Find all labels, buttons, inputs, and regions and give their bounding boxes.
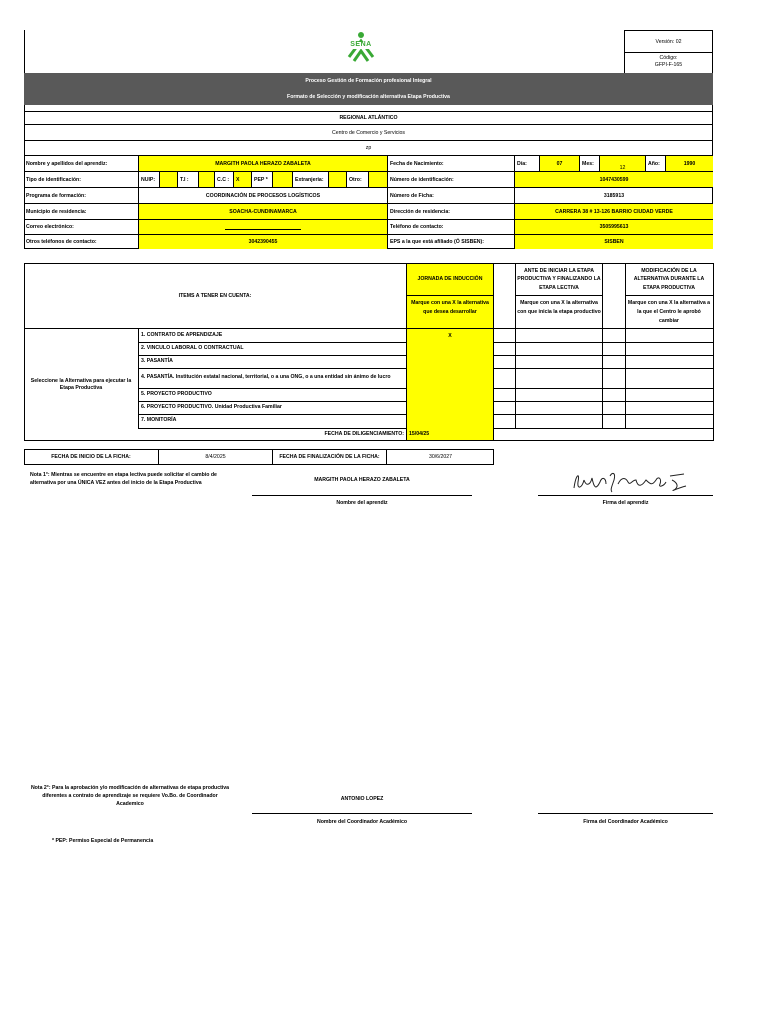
other-phones-field[interactable]: 3042390455	[138, 235, 387, 249]
year-label: Año:	[645, 156, 665, 171]
col1-title: JORNADA DE INDUCCIÓN	[417, 276, 483, 282]
modification-mark-cell[interactable]	[625, 401, 713, 414]
apprentice-name: MARGITH PAOLA HERAZO ZABALETA	[314, 477, 410, 483]
logo-text: SENA	[350, 41, 372, 48]
code-value: GFPI-F-165	[654, 61, 683, 68]
col2-subtitle: Marque con una X la alternativa con que inicia la etapa productivo	[517, 300, 601, 315]
card-label: Número de Ficha:	[387, 188, 514, 203]
program-label: Programa de formación:	[26, 192, 86, 199]
email-underline	[225, 229, 301, 230]
alternative-item: 2. VINCULO LABORAL O CONTRACTUAL	[141, 344, 244, 351]
items-header: ITEMS A TENER EN CUENTA:	[178, 293, 252, 299]
modification-mark-cell[interactable]	[625, 329, 713, 342]
program-field[interactable]: COORDINACIÓN DE PROCESOS LOGÍSTICOS	[138, 188, 387, 203]
name-field[interactable]: MARGITH PAOLA HERAZO ZABALETA	[138, 156, 387, 171]
address-field[interactable]: CARRERA 38 # 13-126 BARRIO CIUDAD VERDE	[514, 204, 713, 219]
modification-mark-cell[interactable]	[625, 355, 713, 368]
filled-date-field[interactable]: 15/04/25	[406, 428, 494, 440]
induction-mark-cell[interactable]	[406, 414, 494, 428]
phone-field[interactable]: 3505995613	[514, 220, 713, 234]
alternative-item: 5. PROYECTO PRODUCTIVO	[141, 390, 212, 397]
other-label: Otro:	[346, 172, 368, 187]
version-text: Versión: 02	[655, 39, 682, 45]
eps-label: EPS a la que está afiliado (Ó SISBEN):	[387, 235, 514, 249]
month-field[interactable]: 12	[599, 156, 645, 171]
induction-mark-cell[interactable]	[406, 342, 494, 355]
regional-text: REGIONAL ATLÁNTICO	[339, 115, 398, 121]
id-type-label: Tipo de identificación:	[26, 176, 81, 183]
apprentice-name-label: Nombre del aprendiz	[336, 500, 388, 506]
other-phones-label: Otros teléfonos de contacto:	[26, 239, 97, 245]
year-field[interactable]: 1990	[665, 156, 713, 171]
start-mark-cell[interactable]	[515, 401, 603, 414]
alternative-item: 7. MONITORÍA	[141, 417, 177, 424]
code-box	[624, 53, 713, 73]
title-band	[24, 73, 713, 105]
end-date-label: FECHA DE FINALIZACIÓN DE LA FICHA:	[272, 450, 386, 464]
foreign-label: Extranjeria:	[292, 172, 328, 187]
col2-title: ANTE DE INICIAR LA ETAPA PRODUCTIVA Y FINALIZANDO LA ETAPA LECTIVA	[517, 268, 601, 291]
day-label: Día:	[514, 156, 539, 171]
modification-mark-cell[interactable]	[625, 414, 713, 428]
alternative-item: 1. CONTRATO DE APRENDIZAJE	[141, 331, 223, 338]
pep-label: PEP *	[251, 172, 272, 187]
select-alternative-label: Seleccione la Alternativa para ejecutar la Etapa Productiva	[30, 378, 132, 391]
start-mark-cell[interactable]	[515, 368, 603, 388]
nuip-label: NUIP:	[138, 172, 159, 187]
municipality-label: Municipio de residencia:	[26, 208, 87, 215]
phone-label: Teléfono de contacto:	[387, 220, 514, 234]
pep-note: * PEP: Permiso Especial de Permanencia	[52, 838, 154, 844]
col1-subtitle: Marque con una X la alternativa que desea desarrollar	[411, 300, 489, 315]
code-label: Código:	[659, 55, 678, 61]
coordinator-name: ANTONIO LOPEZ	[340, 796, 384, 802]
modification-mark-cell[interactable]	[625, 342, 713, 355]
col1-header	[406, 264, 494, 328]
cc-field[interactable]: X	[233, 172, 251, 187]
induction-mark-cell[interactable]	[406, 388, 494, 401]
alternative-item: 4. PASANTÍA. Institución estatal nacional, territorial, o a una ONG, o a una entidad sin ánimo de lucro	[141, 374, 391, 381]
induction-mark-cell[interactable]	[406, 401, 494, 414]
note-2: Nota 2°: Para la aprobación y/o modificación de alternativas de etapa productiva diferentes a contrato de aprendizaje se requiere Vo.Bo. de Coordinador Academico	[30, 785, 230, 807]
note-1: Nota 1°: Mientras se encuentre en etapa lectiva puede solicitar el cambio de alternativa por una ÚNICA VEZ antes del inicio de la Etapa Productiva	[30, 472, 217, 486]
coordinator-name-label: Nombre del Coordinador Académico	[316, 819, 408, 825]
modification-mark-cell[interactable]	[625, 388, 713, 401]
end-date-field[interactable]: 30/6/2027	[386, 450, 494, 464]
center-text: Centro de Comercio y Servicios	[332, 130, 405, 136]
sena-logo	[343, 31, 379, 63]
alternative-item: 3. PASANTÍA	[141, 357, 173, 364]
apprentice-signature-label: Firma del aprendiz	[602, 500, 649, 506]
municipality-field[interactable]: SOACHA-CUNDINAMARCA	[138, 204, 387, 219]
induction-mark-cell[interactable]	[406, 368, 494, 388]
start-mark-cell[interactable]	[515, 342, 603, 355]
eps-field[interactable]: SISBEN	[514, 235, 713, 249]
col3-title: MODIFICACIÓN DE LA ALTERNATIVA DURANTE LA ETAPA PRODUCTIVA	[633, 268, 705, 291]
foreign-field[interactable]	[328, 172, 346, 187]
ti-field[interactable]	[198, 172, 214, 187]
start-mark-cell[interactable]	[515, 355, 603, 368]
day-field[interactable]: 07	[539, 156, 579, 171]
id-number-field[interactable]: 1047430599	[514, 172, 713, 187]
apprentice-signature	[566, 466, 696, 498]
month-label: Mes:	[579, 156, 599, 171]
induction-mark-cell[interactable]: X	[406, 329, 494, 342]
ti-label: T.I :	[177, 172, 198, 187]
birth-label: Fecha de Nacimiento:	[387, 156, 514, 171]
start-mark-cell[interactable]	[515, 329, 603, 342]
modification-mark-cell[interactable]	[625, 368, 713, 388]
name-label: Nombre y apellidos del aprendiz:	[26, 160, 108, 167]
col3-subtitle: Marque con una X la alternativa a la que el Centro le aprobó cambiar	[627, 300, 711, 324]
email-label: Correo electrónico:	[26, 224, 74, 230]
version-box	[624, 30, 713, 53]
format-title: Formato de Selección y modificación alternativa Etapa Productiva	[287, 94, 450, 100]
other-field[interactable]	[368, 172, 387, 187]
filled-date-label: FECHA DE DILIGENCIAMIENTO:	[324, 431, 404, 437]
id-number-label: Número de identificación:	[387, 172, 514, 187]
email-field[interactable]	[138, 220, 387, 234]
start-mark-cell[interactable]	[515, 388, 603, 401]
pep-field[interactable]	[272, 172, 292, 187]
blank-row-text: zp	[365, 145, 372, 151]
process-title: Proceso Gestión de Formación profesional Integral	[305, 78, 432, 84]
nuip-field[interactable]	[159, 172, 177, 187]
cc-label: C.C :	[214, 172, 233, 187]
start-date-field[interactable]: 8/4/2025	[158, 450, 272, 464]
address-label: Dirección de residencia:	[387, 204, 514, 219]
induction-mark-cell[interactable]	[406, 355, 494, 368]
start-mark-cell[interactable]	[515, 414, 603, 428]
alternative-item: 6. PROYECTO PRODUCTIVO. Unidad Productiva Familiar	[141, 403, 282, 410]
coordinator-signature-label: Firma del Coordinador Académico	[583, 819, 668, 825]
start-date-label: FECHA DE INICIO DE LA FICHA:	[51, 454, 131, 460]
card-field[interactable]: 3185913	[514, 188, 713, 203]
